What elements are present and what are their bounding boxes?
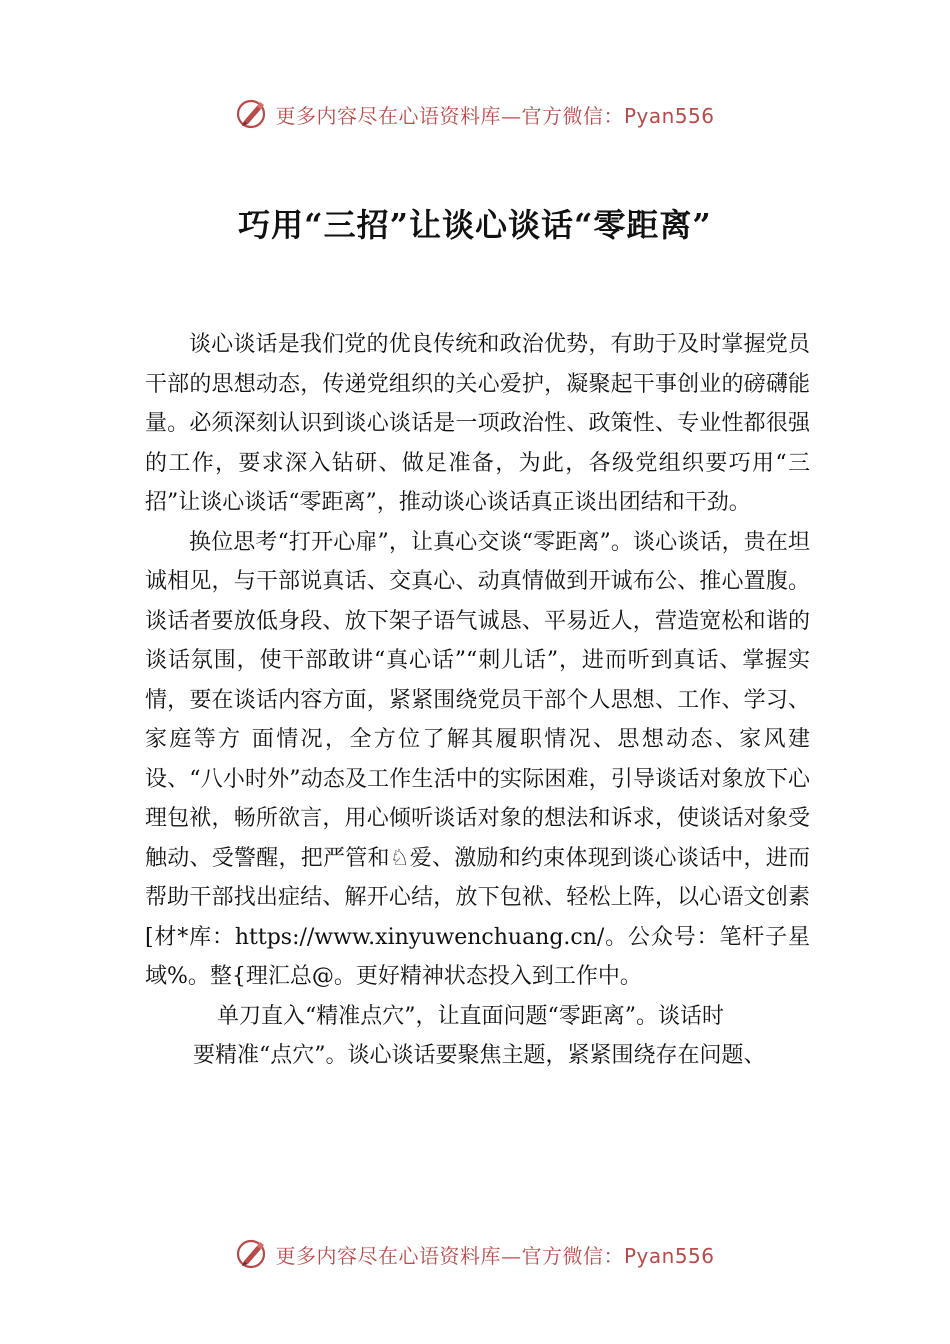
header-watermark-text: [275, 100, 714, 129]
red-pen-seal-icon: [235, 97, 269, 131]
footer-watermark-inner: [235, 1237, 714, 1271]
document-title: 巧用“三招”让谈心谈话“零距离”: [238, 206, 712, 244]
footer-wechat-id: Pyan556: [623, 1243, 715, 1268]
red-pen-seal-icon: [235, 1237, 269, 1271]
paragraph-2: 换位思考“打开心扉”，让真心交谈“零距离”。谈心谈话，贵在坦诚相见，与干部说真话、交真心、动真情做到开诚布公、推心置腹。谈话者要放低身段、放下架子语气诚恳、平易近人，营造宽松和谐的谈话氛围，使干部敢讲“真心话”“刺儿话”，进而听到真话、掌握实情，要在谈话内容方面，紧紧围绕党员干部个人思想、工作、学习、家庭等方 面情况，全方位了解其履职情况、思想动态、家风建设、“八小时外”动态及工作生活中的实际困难，引导谈话对象放下心理包袱，畅所欲言，用心倾听谈话对象的想法和诉求，使谈话对象受触动、受警醒，把严管和♘爱、激励和约束体现到谈心谈话中，进而帮助干部找出症结、解开心结，放下包袱、轻松上阵，以心语文创素[材*库：https://www.xinyuwenchuang.cn/。公众号：笔杆子星域%。整{理汇总@。更好精神状态投入到工作中。: [145, 529, 810, 989]
document-body: [145, 325, 810, 1076]
paragraph-3-line-2: 要精准“点穴”。谈心谈话要聚焦主题，紧紧围绕存在问题、: [193, 1043, 766, 1068]
paragraph-3-line-1: 单刀直入“精准点穴”，让直面问题“零距离”。谈话时: [217, 1003, 724, 1029]
header-watermark-inner: [235, 97, 714, 131]
header-banner-label: 更多内容尽在心语资料库—官方微信：: [275, 103, 624, 128]
paragraph-1: 谈心谈话是我们党的优良传统和政治优势，有助于及时掌握党员干部的思想动态，传递党组织的关心爱护，凝聚起干事创业的磅礴能量。必须深刻认识到谈心谈话是一项政治性、政策性、专业性都很强的工作，要求深入钻研、做足准备，为此，各级党组织要巧用“三招”让谈心谈话“零距离”，推动谈心谈话真正谈出团结和干劲。: [145, 332, 810, 515]
header-wechat-id: Pyan556: [623, 103, 715, 128]
footer-watermark: [0, 1232, 950, 1276]
footer-banner-label: 更多内容尽在心语资料库—官方微信：: [275, 1243, 624, 1268]
paragraph-3: [145, 997, 810, 1076]
footer-watermark-text: [275, 1240, 714, 1269]
header-watermark: [0, 92, 950, 136]
